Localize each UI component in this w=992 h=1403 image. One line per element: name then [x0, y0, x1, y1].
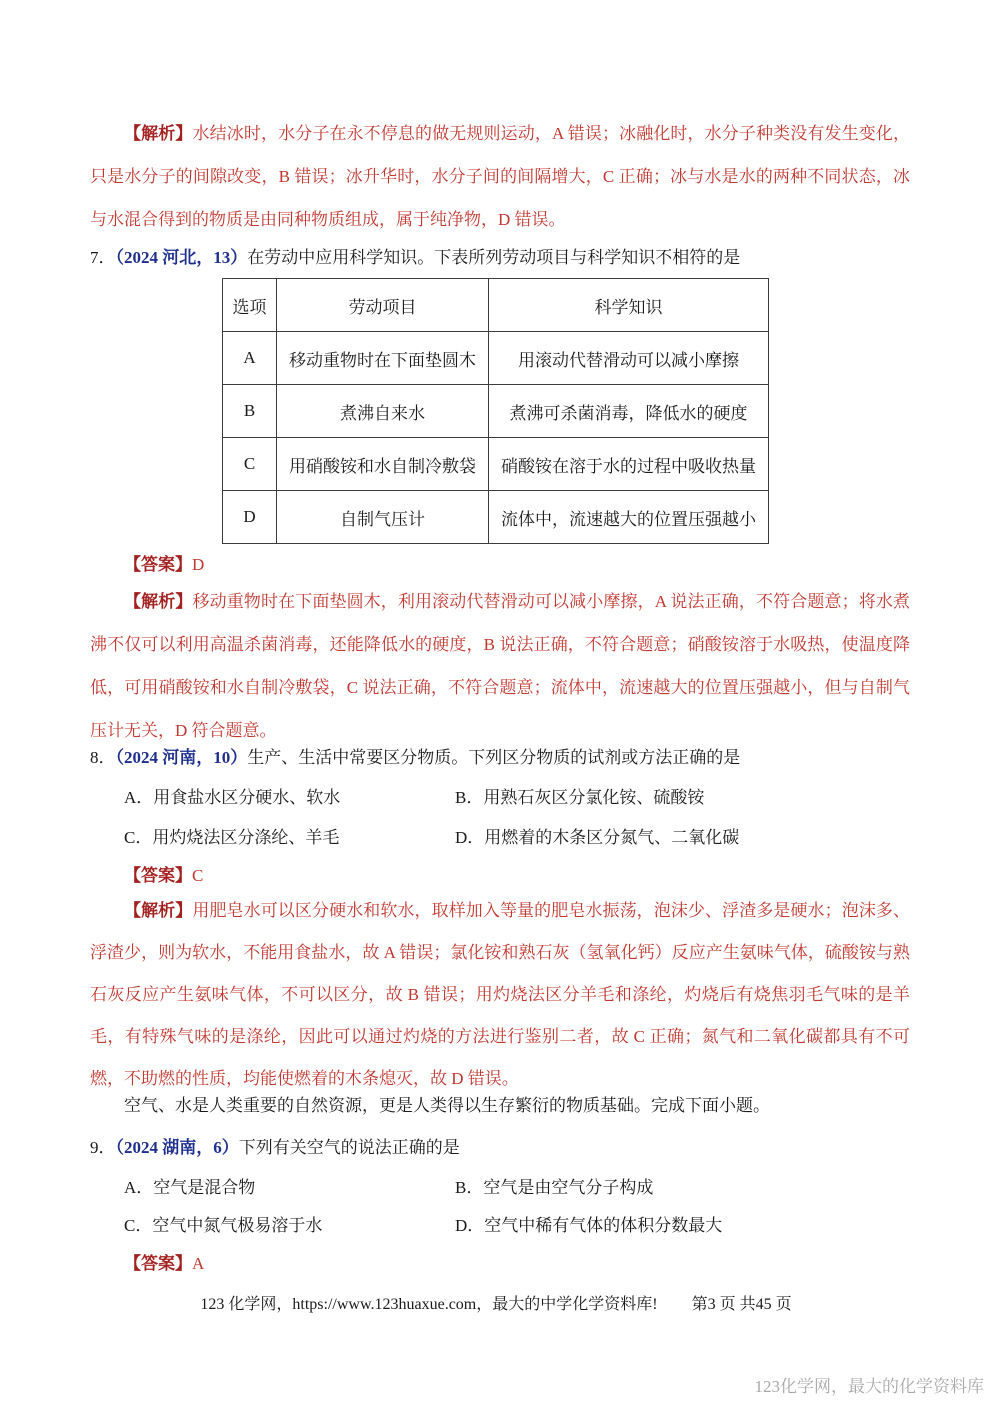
table-header-option: 选项: [223, 279, 277, 332]
q8-option-a: A．用食盐水区分硬水、软水: [124, 788, 341, 807]
q9-option-d: D．空气中稀有气体的体积分数最大: [455, 1216, 723, 1235]
q9-number: 9．: [90, 1138, 116, 1157]
analysis-label: 【解析】: [124, 901, 193, 920]
table-cell-project-a: 移动重物时在下面垫圆木: [277, 332, 489, 385]
table-header-knowledge: 科学知识: [489, 279, 769, 332]
table-cell-knowledge-b: 煮沸可杀菌消毒，降低水的硬度: [489, 385, 769, 438]
q8-stem-text: 生产、生活中常要区分物质。下列区分物质的试剂或方法正确的是: [247, 748, 741, 767]
q9-option-b: B．空气是由空气分子构成: [455, 1178, 654, 1197]
table-cell-option-c: C: [223, 438, 277, 491]
q9-option-a: A．空气是混合物: [124, 1178, 256, 1197]
table-cell-project-b: 煮沸自来水: [277, 385, 489, 438]
footer-page-number: 第3 页 共45 页: [691, 1296, 792, 1313]
q7-table: [222, 278, 769, 544]
analysis-label: 【解析】: [124, 592, 193, 611]
watermark-text: 123化学网，最大的化学资料库: [754, 1377, 984, 1396]
table-row: [223, 385, 769, 438]
q8-number: 8．: [90, 748, 116, 767]
q9-answer-value: A: [192, 1254, 205, 1273]
q7-analysis-text: 移动重物时在下面垫圆木，利用滚动代替滑动可以减小摩擦，A 说法正确，不符合题意；将水煮沸不仅可以利用高温杀菌消毒，还能降低水的硬度，B 说法正确，不符合题意；硝酸铵溶于水吸热，使温度降低，可用硝酸铵和水自制冷敷袋，C 说法正确，不符合题意；流体中，流速越大的位置压强越小，但与自制气压计无关，D 符合题意。: [90, 592, 910, 740]
answer-label: 【答案】: [124, 866, 192, 885]
q6-analysis-text: 水结冰时，水分子在永不停息的做无规则运动，A 错误；冰融化时，水分子种类没有发生变化，只是水分子的间隙改变，B 错误；冰升华时，水分子间的间隔增大，C 正确；冰与水是水的两种不同状态，冰与水混合得到的物质是由同种物质组成，属于纯净物，D 错误。: [90, 124, 910, 229]
q8-option-d: D．用燃着的木条区分氮气、二氧化碳: [455, 828, 740, 847]
q7-number: 7．: [90, 248, 116, 267]
q8-analysis-text: 用肥皂水可以区分硬水和软水，取样加入等量的肥皂水振荡，泡沫少、浮渣多是硬水；泡沫多、浮渣少，则为软水，不能用食盐水，故 A 错误；氯化铵和熟石灰（氢氧化钙）反应产生氨味气体，硫酸铵与熟石灰反应产生氨味气体，不可以区分，故 B 错误；用灼烧法区分羊毛和涤纶，灼烧后有烧焦羽毛气味的是羊毛，有特殊气味的是涤纶，因此可以通过灼烧的方法进行鉴别二者，故 C 正确；氮气和二氧化碳都具有不可燃，不助燃的性质，均能使燃着的木条熄灭，故 D 错误。: [90, 901, 911, 1088]
q9-source: （2024 湖南，6）: [115, 1138, 239, 1157]
q9-options-row-2: [90, 1206, 910, 1246]
table-cell-option-d: D: [223, 491, 277, 544]
footer-site-text: 123 化学网，https://www.123huaxue.com，最大的中学化学资料库!: [200, 1296, 658, 1313]
table-row: [223, 438, 769, 491]
table-row: [223, 332, 769, 385]
q7-stem-line: [90, 238, 910, 278]
q8-answer-value: C: [192, 866, 204, 885]
answer-label: 【答案】: [124, 1254, 192, 1273]
q7-stem-text: 在劳动中应用科学知识。下表所列劳动项目与科学知识不相符的是: [247, 248, 741, 267]
answer-label: 【答案】: [124, 555, 192, 574]
q6-analysis-paragraph: [90, 112, 910, 241]
table-cell-option-b: B: [223, 385, 277, 438]
q7-answer-value: D: [192, 555, 205, 574]
table-cell-project-c: 用硝酸铵和水自制冷敷袋: [277, 438, 489, 491]
q8-stem-line: [90, 738, 910, 778]
table-cell-option-a: A: [223, 332, 277, 385]
q8-option-c: C．用灼烧法区分涤纶、羊毛: [124, 828, 340, 847]
analysis-label: 【解析】: [124, 124, 193, 143]
page-footer: [0, 1292, 992, 1318]
q7-analysis-paragraph: [90, 580, 910, 752]
q8-options-row-2: [90, 818, 910, 858]
q8-option-b: B．用熟石灰区分氯化铵、硫酸铵: [455, 788, 705, 807]
table-cell-project-d: 自制气压计: [277, 491, 489, 544]
q8-options-row-1: [90, 778, 910, 818]
table-cell-knowledge-d: 流体中，流速越大的位置压强越小: [489, 491, 769, 544]
q9-options-row-1: [90, 1168, 910, 1208]
q9-answer-line: [90, 1244, 910, 1284]
q9-stem-line: [90, 1128, 910, 1168]
q9-intro-line: 空气、水是人类重要的自然资源，更是人类得以生存繁衍的物质基础。完成下面小题。: [124, 1096, 770, 1115]
table-row: [223, 491, 769, 544]
q8-source: （2024 河南，10）: [115, 748, 248, 767]
q9-option-c: C．空气中氮气极易溶于水: [124, 1216, 323, 1235]
q8-analysis-paragraph: [90, 890, 910, 1100]
q7-answer-line: [90, 545, 910, 585]
table-header-project: 劳动项目: [277, 279, 489, 332]
q7-source: （2024 河北，13）: [115, 248, 248, 267]
table-cell-knowledge-a: 用滚动代替滑动可以减小摩擦: [489, 332, 769, 385]
q9-stem-text: 下列有关空气的说法正确的是: [238, 1138, 460, 1157]
table-header-row: [223, 279, 769, 332]
table-cell-knowledge-c: 硝酸铵在溶于水的过程中吸收热量: [489, 438, 769, 491]
